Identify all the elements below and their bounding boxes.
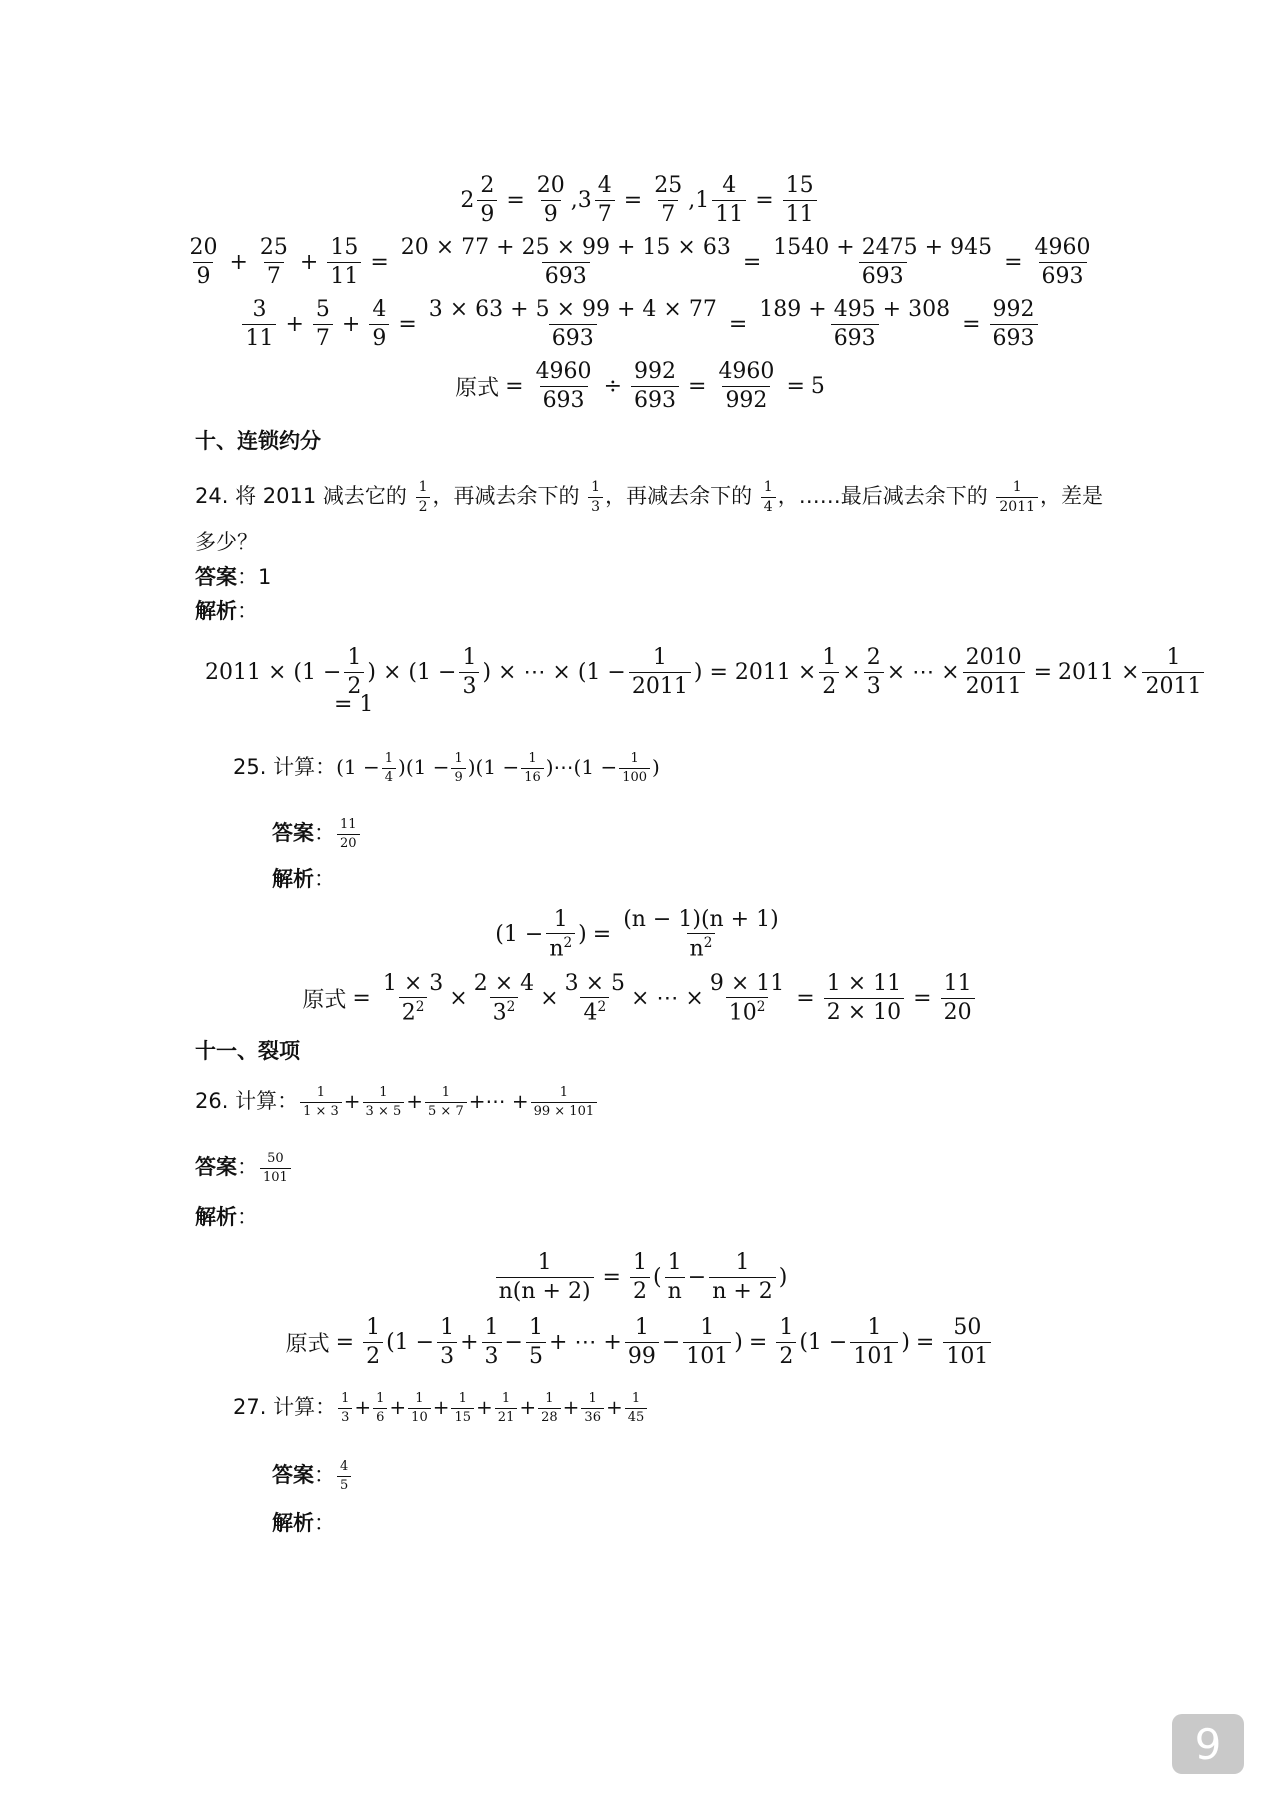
- eq-q25-result: 原式 = $\frac{1 \times 3}{2^2}$ × $\frac{2 \times 4}{3^2}$ × $\frac{3 \times 5}{4^2}$ × ⋯ × $\frac{9 \times 11}{10^2}$ = $\frac{1 \times 11}{2 \times 10}$ = $\frac{11}{20}$: [0, 966, 1280, 1030]
- eq-mixed-to-improper: 2 $\frac{2}{9}$ = $\frac{20}{9}$ ,3 $\frac{4}{7}$ = $\frac{25}{7}$ ,1 $\frac{4}{11}$ = $\frac{15}{11}$: [0, 170, 1280, 230]
- eq-q24-chain: 2011 × (1 − $\frac{1}{2}$ ) × (1 − $\frac{1}{3}$ ) × ⋯ × (1 − $\frac{1}{2011}$ ) = 2011 × $\frac{1}{2}$ × $\frac{2}{3}$ × ⋯ × $\frac{2010}{2011}$ = 2011 × $\frac{1}{2011}$: [205, 640, 1085, 704]
- q26-text: 26. 计算： $\frac{1}{1 \times 3}$ + $\frac{1}{3 \times 5}$ + $\frac{1}{5 \times 7}$ +⋯ + $\frac{1}{99 \times 101}$: [195, 1086, 599, 1119]
- eq-q24-equals-1: = 1: [334, 692, 374, 717]
- section-heading-10: 十、连锁约分: [195, 429, 321, 453]
- q27-analysis-label: 解析：: [272, 1511, 335, 1535]
- eq-q25-general: (1 − $\frac{1}{n^2}$ ) = $\frac{(n - 1)(n + 1)}{n^2}$: [495, 906, 779, 962]
- q25-text: 25. 计算：(1 − $\frac{1}{4}$ )(1 − $\frac{1}{9}$ )(1 − $\frac{1}{16}$ )⋯(1 − $\frac{1}{100}$ ): [233, 751, 660, 785]
- eq-sum-numerator: $\frac{20}{9}$ + $\frac{25}{7}$ + $\frac{15}{11}$ = $\frac{20 \times 77 + 25 \times 99 + 15 \times 63}{693}$ = $\frac{1540 + 2475 + 945}{693}$ = $\frac{4960}{693}$: [189, 235, 1091, 289]
- q24-text-line2: 多少？: [195, 530, 258, 554]
- q25-answer: 答案： $\frac{11}{20}$: [272, 818, 362, 850]
- eq-result-5: 原式 = $\frac{4960}{693}$ ÷ $\frac{992}{693}$ = $\frac{4960}{992}$ = 5: [455, 359, 825, 413]
- eq-q26-result: 原式 = $\frac{1}{2}$ (1 − $\frac{1}{3}$ + $\frac{1}{3}$ − $\frac{1}{5}$ + ⋯ + $\frac{1}{99}$ − $\frac{1}{101}$ ) = $\frac{1}{2}$ (1 − $\frac{1}{101}$ ) = $\frac{50}{101}$: [0, 1310, 1280, 1374]
- q25-analysis-label: 解析：: [272, 867, 335, 891]
- q27-answer: 答案： $\frac{4}{5}$: [272, 1460, 353, 1492]
- q27-text: 27. 计算： $\frac{1}{3}$ + $\frac{1}{6}$ + $\frac{1}{10}$ + $\frac{1}{15}$ + $\frac{1}{21}$ + $\frac{1}{28}$ + $\frac{1}{36}$ + $\frac{1}{45}$: [233, 1392, 649, 1425]
- eq-sum-denominator: $\frac{3}{11}$ + $\frac{5}{7}$ + $\frac{4}{9}$ = $\frac{3 \times 63 + 5 \times 99 + 4 \times 77}{693}$ = $\frac{189 + 495 + 308}{693}$ = $\frac{992}{693}$: [0, 294, 1280, 354]
- q26-answer: 答案： $\frac{50}{101}$: [195, 1152, 293, 1184]
- q24-text-line1: 24. 将 2011 减去它的 $\frac{1}{2}$ ，再减去余下的 $\frac{1}{3}$ ，再减去余下的 $\frac{1}{4}$ ，……最后减去余下的 $\frac{1}{2011}$ ，差是: [195, 479, 1104, 515]
- q24-analysis-label: 解析：: [195, 599, 258, 623]
- eq-q26-general: $\frac{1}{n(n + 2)}$ = $\frac{1}{2}$ ( $\frac{1}{n}$ − $\frac{1}{n + 2}$ ): [0, 1246, 1280, 1308]
- page-number-badge: 9: [1172, 1714, 1244, 1774]
- q24-answer: 答案：1: [195, 565, 272, 589]
- q26-analysis-label: 解析：: [195, 1205, 258, 1229]
- section-heading-11: 十一、裂项: [195, 1039, 300, 1063]
